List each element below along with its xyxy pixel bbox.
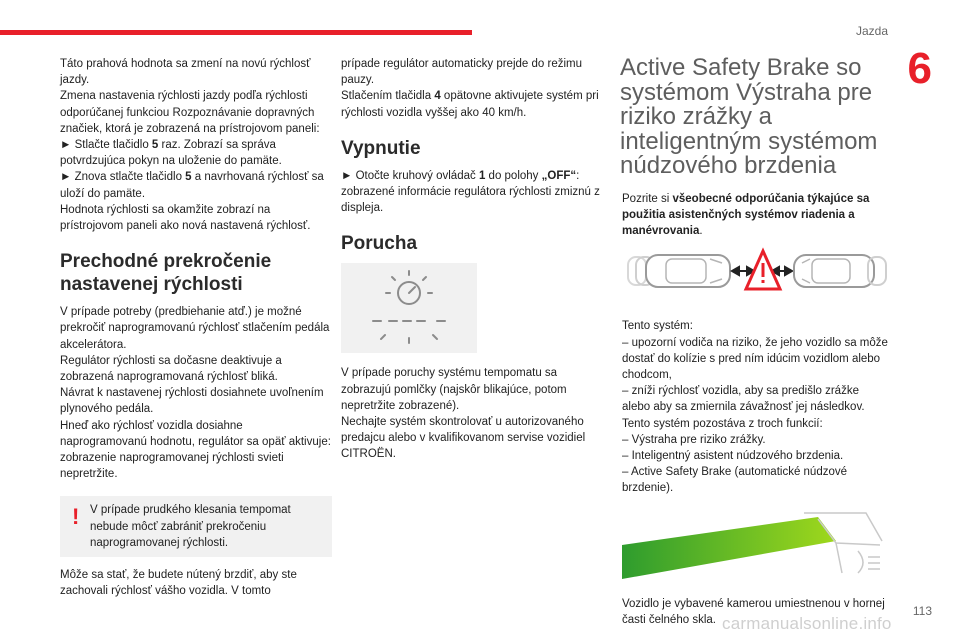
list-item: – Výstraha pre riziko zrážky. bbox=[622, 433, 766, 446]
warning-text: V prípade prudkého klesania tempomat nebude môcť zabrániť prekročeniu naprogramovanej rýchlosti. bbox=[90, 504, 291, 549]
function-list bbox=[622, 432, 890, 497]
section-heading: Vypnutie bbox=[341, 137, 421, 159]
column-2 bbox=[341, 56, 607, 463]
header-red-bar bbox=[0, 30, 472, 35]
paragraph: Tento systém: bbox=[622, 320, 693, 333]
section-heading: Porucha bbox=[341, 233, 418, 255]
paragraph: V prípade potreby (predbiehanie atď.) je možné prekročiť naprogramovanú rýchlosť stlačením pedála akcelerátora. bbox=[60, 306, 330, 351]
watermark: carmanualsonline.info bbox=[722, 614, 892, 633]
paragraph: V prípade poruchy systému tempomatu sa zobrazujú pomlčky (najskôr blikajúce, potom nepretržite zobrazené). bbox=[341, 367, 567, 412]
step: ► Stlačte tlačidlo 5 raz. Zobrazí sa správa potvrdzujúca pokyn na uloženie do pamäte. bbox=[60, 139, 282, 168]
paragraph: Tento systém pozostáva z troch funkcií: bbox=[622, 417, 823, 430]
collision-illustration bbox=[622, 247, 890, 302]
paragraph: Vozidlo je vybavené kamerou umiestnenou v hornej časti čelného skla. bbox=[622, 597, 885, 626]
paragraph: Návrat k nastavenej rýchlosti dosiahnete uvoľnením plynového pedála. bbox=[60, 387, 324, 416]
paragraph: ► Otočte kruhový ovládač 1 do polohy „OFF“: zobrazené informácie regulátora rýchlosti zmiznú z displeja. bbox=[341, 169, 600, 215]
paragraph: Hneď ako rýchlosť vozidla dosiahne naprogramovanú hodnotu, regulátor sa opäť aktivuje: zobrazenie naprogramovanej rýchlosti svieti nepretržite. bbox=[60, 419, 331, 481]
paragraph: Táto prahová hodnota sa zmení na novú rýchlosť jazdy. bbox=[60, 58, 311, 87]
paragraph: Môže sa stať, že budete nútený brzdiť, aby ste zachovali rýchlosť vášho vozidla. V tomto bbox=[60, 569, 297, 598]
step: ► Znova stlačte tlačidlo 5 a navrhovaná rýchlosť sa uloží do pamäte. bbox=[60, 171, 324, 200]
chapter-number: 6 bbox=[907, 44, 932, 93]
warning-icon: ! bbox=[72, 504, 80, 530]
page-number: 113 bbox=[912, 604, 932, 618]
car-icon bbox=[794, 255, 886, 287]
section-title: Jazda bbox=[855, 24, 888, 38]
list-item: – Active Safety Brake (automatické núdzové brzdenie). bbox=[622, 466, 848, 495]
column-3 bbox=[622, 56, 890, 628]
system-list bbox=[622, 335, 890, 416]
speedometer-icon bbox=[341, 263, 477, 353]
list-item: – Inteligentný asistent núdzového brzdenia. bbox=[622, 449, 844, 462]
camera-illustration bbox=[622, 511, 890, 588]
section-title-large: Active Safety Brake so systémom Výstraha pre riziko zrážky a inteligentným systémom núdzového brzdenia bbox=[620, 54, 878, 179]
paragraph: Zmena nastavenia rýchlosti jazdy podľa rýchlosti odporúčanej funkciou Rozpoznávanie dopravných značiek, ktorá je zobrazená na prístrojovom paneli: bbox=[60, 90, 320, 135]
warning-note bbox=[60, 496, 332, 557]
paragraph: Regulátor rýchlosti sa dočasne deaktivuje a zobrazená naprogramovaná rýchlosť bliká. bbox=[60, 354, 282, 384]
paragraph: Stlačením tlačidla 4 opätovne aktivujete systém pri rýchlosti vozidla vyššej ako 40 km/h. bbox=[341, 90, 599, 119]
column-1 bbox=[60, 56, 332, 599]
section-heading: Prechodné prekročenie nastavenej rýchlosti bbox=[60, 251, 272, 296]
paragraph: Nechajte systém skontrolovať u autorizovaného predajcu alebo v kvalifikovanom servise vozidiel CITROËN. bbox=[341, 416, 586, 461]
paragraph: prípade regulátor automaticky prejde do režimu pauzy. bbox=[341, 58, 582, 87]
fault-display-image bbox=[341, 263, 477, 353]
paragraph: Hodnota rýchlosti sa okamžite zobrazí na prístrojovom paneli ako nová nastavená rýchlosť. bbox=[60, 203, 311, 233]
list-item: – zníži rýchlosť vozidla, aby sa predišlo zrážke alebo aby sa zmiernila závažnosť jej následkov. bbox=[622, 385, 865, 414]
list-item: – upozorní vodiča na riziko, že jeho vozidlo sa môže dostať do kolízie s pred ním idúcim vozidlom alebo chodcom, bbox=[622, 336, 888, 381]
reference-paragraph: Pozrite si všeobecné odporúčania týkajúce sa použitia asistenčných systémov riadenia a manévrovania. bbox=[622, 192, 870, 237]
car-icon bbox=[628, 255, 730, 287]
